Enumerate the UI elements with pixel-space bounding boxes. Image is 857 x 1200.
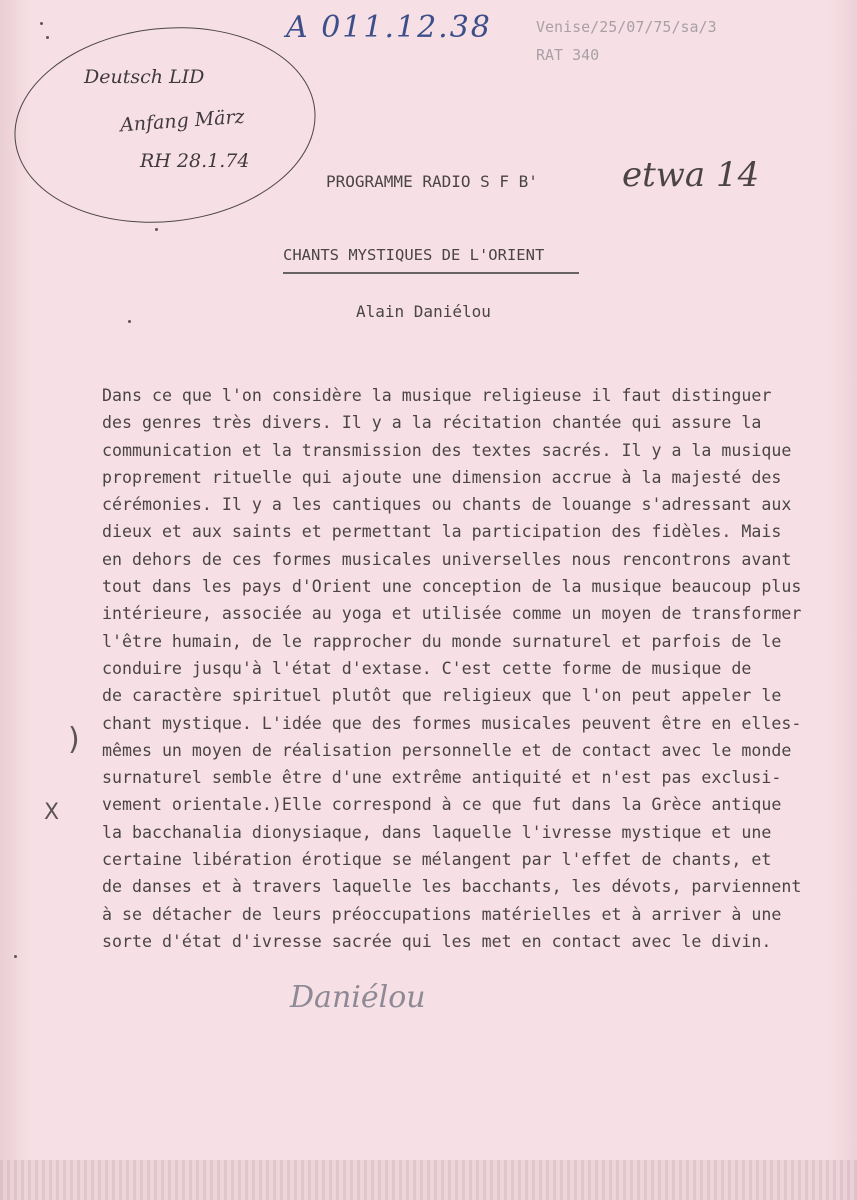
body-line: la bacchanalia dionysiaque, dans laquelle l'ivresse mystique et une [102, 822, 772, 842]
body-line: l'être humain, de le rapprocher du monde surnaturel et parfois de le [102, 631, 782, 651]
body-line: tout dans les pays d'Orient une conception de la musique beaucoup plus [102, 577, 802, 597]
article-title: CHANTS MYSTIQUES DE L'ORIENT [283, 246, 545, 264]
body-line: cérémonies. Il y a les cantiques ou chants de louange s'adressant aux [102, 495, 792, 515]
scan-speck [46, 36, 49, 39]
title-underline [283, 272, 579, 274]
handwritten-signature: Daniélou [290, 980, 426, 1015]
body-line: sorte d'état d'ivresse sacrée qui les met en contact avec le divin. [102, 931, 772, 951]
body-line: de caractère spirituel plutôt que religieux que l'on peut appeler le [102, 686, 782, 706]
margin-paren-mark: ) [68, 722, 80, 757]
body-line: communication et la transmission des textes sacrés. Il y a la musique [102, 440, 792, 460]
handwritten-date-note: etwa 14 [622, 155, 760, 195]
author-name: Alain Daniélou [356, 302, 491, 321]
body-line: mêmes un moyen de réalisation personnelle et de contact avec le monde [102, 740, 792, 760]
body-line: chant mystique. L'idée que des formes musicales peuvent être en elles- [102, 713, 802, 733]
handwritten-note-line3: RH 28.1.74 [140, 150, 250, 172]
body-text [102, 382, 847, 955]
body-line: de danses et à travers laquelle les bacchants, les dévots, parviennent [102, 877, 802, 897]
margin-cross-mark: X [44, 800, 60, 825]
body-line: certaine libération érotique se mélangent par l'effet de chants, et [102, 850, 772, 870]
scan-speck [128, 320, 131, 323]
body-line: surnaturel semble être d'une extrême antiquité et n'est pas exclusi- [102, 768, 782, 788]
scan-speck [40, 22, 43, 25]
body-line: des genres très divers. Il y a la récitation chantée qui assure la [102, 413, 762, 433]
archive-stamp-line2: RAT 340 [536, 46, 600, 64]
program-title: PROGRAMME RADIO S F B' [326, 172, 538, 191]
body-line: intérieure, associée au yoga et utilisée comme un moyen de transformer [102, 604, 802, 624]
handwritten-note-line2: Anfang März [119, 105, 246, 137]
handwritten-note-line1: Deutsch LID [84, 66, 205, 88]
body-line: Dans ce que l'on considère la musique religieuse il faut distinguer [102, 386, 772, 405]
body-line: dieux et aux saints et permettant la participation des fidèles. Mais [102, 522, 782, 542]
body-line: proprement rituelle qui ajoute une dimension accrue à la majesté des [102, 467, 782, 487]
archive-stamp-line1: Venise/25/07/75/sa/3 [536, 18, 717, 36]
scan-speck [155, 228, 158, 231]
handwritten-ref-number: A 011.12.38 [286, 10, 492, 45]
body-line: en dehors de ces formes musicales universelles nous rencontrons avant [102, 549, 792, 569]
body-line: conduire jusqu'à l'état d'extase. C'est cette forme de musique de [102, 658, 752, 678]
scan-bottom-edge [0, 1160, 857, 1200]
body-line: vement orientale.)Elle correspond à ce que fut dans la Grèce antique [102, 795, 782, 815]
scan-speck [14, 955, 17, 958]
body-line: à se détacher de leurs préoccupations matérielles et à arriver à une [102, 904, 782, 924]
